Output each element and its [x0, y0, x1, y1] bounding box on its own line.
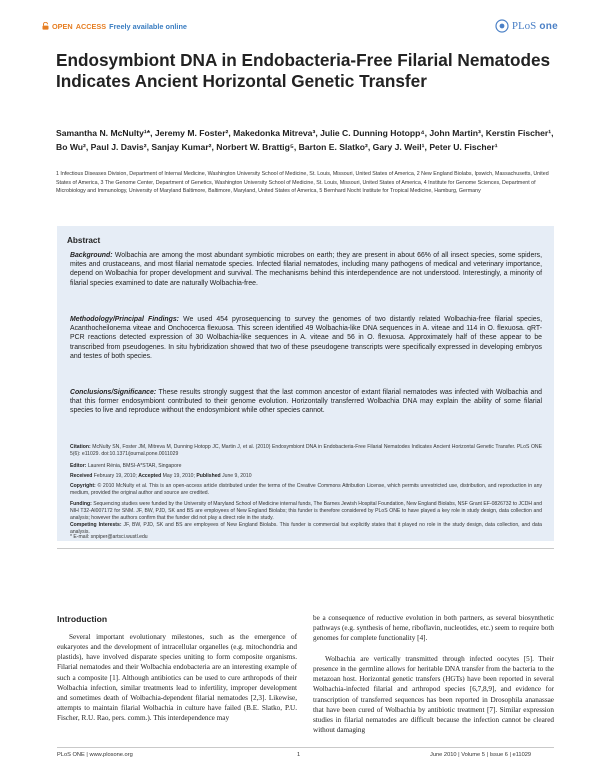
email-text[interactable]: * E-mail: snpiper@artsci.wustl.edu [70, 534, 148, 540]
competing-label: Competing Interests: [70, 522, 122, 528]
introduction-heading: Introduction [57, 614, 108, 624]
methods-label: Methodology/Principal Findings: [70, 316, 179, 323]
funding-text: Sequencing studies were funded by the University of Maryland School of Medicine internal funds, The Barnes Jewish Hospital Foundation, New England Biolabs, NSF Grant EF-0826732 to JCDH and NIH T32-AI007172 for SNM. JF, BW, PJD, SK and BS are employees of New England Biolabs; this funder is therefore considered by PLoS ONE to have played a key role in study design, data collection and analysis; however the authors confirm that the funder did not play a direct role in the study. [70, 501, 542, 521]
received-label: Received [70, 473, 93, 479]
journal-header [42, 18, 558, 34]
footer-divider [57, 747, 554, 748]
intro-right-column-top: be a consequence of reductive evolution in both partners, as several biosynthetic pathways (e.g. synthesis of heme, riboflavin, nucleotides, etc.) seem to require both genomes for complete functionality [4]. [313, 614, 554, 643]
funding [70, 501, 542, 522]
background-label: Background: [70, 252, 113, 259]
author-list: Samantha N. McNulty¹*, Jeremy M. Foster², Makedonka Mitreva³, Julie C. Dunning Hotopp⁴, John Martin³, Kerstin Fischer¹, Bo Wu², Paul J. Davis², Sanjay Kumar², Norbert W. Brattig⁵, Barton E. Slatko², Gary J. Weil¹, Peter U. Fischer¹ [56, 128, 554, 152]
abstract-heading: Abstract [67, 236, 101, 245]
editor [70, 463, 542, 470]
citation-label: Citation: [70, 444, 91, 450]
abstract-methods [70, 315, 542, 361]
conclusions-text: These results strongly suggest that the last common ancestor of extant filarial nematodes was infected with Wolbachia and that this former endosymbiont contributed to their genome evolution. Horizontally transferred Wolbachia DNA may explain the ability of some filarial species to live and reproduce without the endosymbiont while other species cannot. [70, 389, 542, 415]
footer-issue: June 2010 | Volume 5 | Issue 6 | e11029 [430, 752, 532, 758]
abstract-conclusions [70, 388, 542, 416]
citation-text: McNulty SN, Foster JM, Mitreva M, Dunning Hotopp JC, Martin J, et al. (2010) Endosymbiont DNA in Endobacteria-Free Filarial Nematodes Indicates Ancient Horizontal Genetic Transfer. PLoS ONE 5(6): e11029. doi:10.1371/journal.pone.0011029 [70, 444, 542, 457]
open-access-badge [42, 22, 187, 31]
editor-text: Laurent Rénia, BMSI-A*STAR, Singapore [87, 463, 182, 469]
affiliations: 1 Infectious Diseases Division, Department of Internal Medicine, Washington University School of Medicine, St. Louis, Missouri, United States of America, 2 New England Biolabs, Ipswich, Massachusetts, United States of America, 3 The Genome Center, Department of Genetics, Washington University School of Medicine, St. Louis, Missouri, United States of America, 4 Institute for Genome Sciences, Department of Microbiology and Immunology, University of Maryland Baltimore, Baltimore, Maryland, United States of America, 5 Bernhard Nocht Institute for Tropical Medicine, Hamburg, Germany [56, 171, 549, 195]
background-text: Wolbachia are among the most abundant symbiotic microbes on earth; they are present in about 66% of all insect species, some spiders, mites and crustaceans, and most filarial nematode species. Infected filarial nematodes, including many pathogens of medical and veterinary importance, depend on Wolbachia for proper development and survival. The mechanisms behind this interdependence are not understood. Interestingly, a minority of filarial species examined to date are naturally Wolbachia-free. [70, 252, 543, 287]
copyright-label: Copyright: [70, 483, 96, 489]
published-label: Published [196, 473, 221, 479]
accepted-date: May 19, 2010; [162, 473, 195, 479]
received-date: February 19, 2010; [93, 473, 137, 479]
accepted-label: Accepted [138, 473, 162, 479]
citation [70, 444, 542, 458]
dates [70, 473, 542, 480]
logo-one: one [539, 20, 558, 32]
published-date: June 9, 2010 [222, 473, 252, 479]
copyright [70, 483, 542, 497]
plos-one-logo [495, 19, 558, 33]
article-title: Endosymbiont DNA in Endobacteria-Free Filarial Nematodes Indicates Ancient Horizontal Genetic Transfer [56, 50, 551, 91]
abstract-background [70, 251, 542, 288]
page-number: 1 [297, 752, 301, 758]
methods-text: We used 454 pyrosequencing to survey the genomes of two distantly related Wolbachia-free filarial species, Acanthocheilonema viteae and Onchocerca flexuosa. This screen identified 49 Wolbachia-like DNA sequences in A. viteae and 114 in O. flexuosa. qRT-PCR reactions detected expression of 30 Wolbachia-like sequences in A. viteae and 56 in O. flexuosa. Approximately half of these appear to be transcribed from pseudogenes. In situ hybridization showed that two of these pseudogene transcripts were specifically expressed in developing embryos and testes of both species. [70, 316, 542, 360]
intro-right-column-paragraph: Wolbachia are vertically transmitted through infected oocytes [5]. Their presence in the germline allows for heritable DNA transfer from the bacteria to the metazoan host. Horizontal genetic transfers (HGTs) have been reported in several Wolbachia-infected filarial and arthropod species [6,7,8,9], and evidence for transcription of transferred sequences has been reported in Drosophila ananassae that have been cured of Wolbachia by antibiotic treatment [7]. Similar expression studies in filarial nematodes are difficult because the infection cannot be cleared without damaging [313, 655, 554, 735]
abstract-box [57, 226, 554, 541]
competing-text: JF, BW, PJD, SK and BS are employees of New England Biolabs. This funder is commercial but explicitly states that it played no role in the study design, data collection, and data analysis. [70, 522, 542, 535]
contact-email[interactable] [70, 534, 542, 541]
plos-mark-icon [495, 19, 509, 33]
funding-label: Funding: [70, 501, 92, 507]
intro-left-column: Several important evolutionary milestones, such as the emergence of eukaryotes and the development of intracellular organelles (e.g. mitochondria and plastids), have involved disparate species uniting to form composite organisms. Filarial nematodes and their Wolbachia endobacteria are an interesting example of such a composite [1]. Although antibiotics can be used to cure arthropods of their Wolbachia infection, similar treatments lead to infertility, improper development and sometimes death of Wolbachia-dependent filarial nematodes [2,3]. Likewise, attempts to maintain filarial Wolbachia in culture have failed (B.E. Slatko, P.U. Fischer, R.U. Rao, pers. comm.). This interdependence may [57, 633, 297, 723]
conclusions-label: Conclusions/Significance: [70, 389, 157, 396]
freely-available-label: Freely available online [109, 21, 187, 31]
access-label: ACCESS [75, 21, 107, 31]
section-divider [57, 548, 554, 549]
copyright-text: © 2010 McNulty et al. This is an open-access article distributed under the terms of the Creative Commons Attribution License, which permits unrestricted use, distribution, and reproduction in any medium, provided the original author and source are credited. [70, 483, 542, 496]
footer-journal: PLoS ONE | www.plosone.org [57, 752, 133, 758]
logo-plos: PLoS [511, 20, 537, 32]
open-label: OPEN [52, 21, 73, 31]
editor-label: Editor: [70, 463, 87, 469]
open-lock-icon [42, 22, 49, 30]
